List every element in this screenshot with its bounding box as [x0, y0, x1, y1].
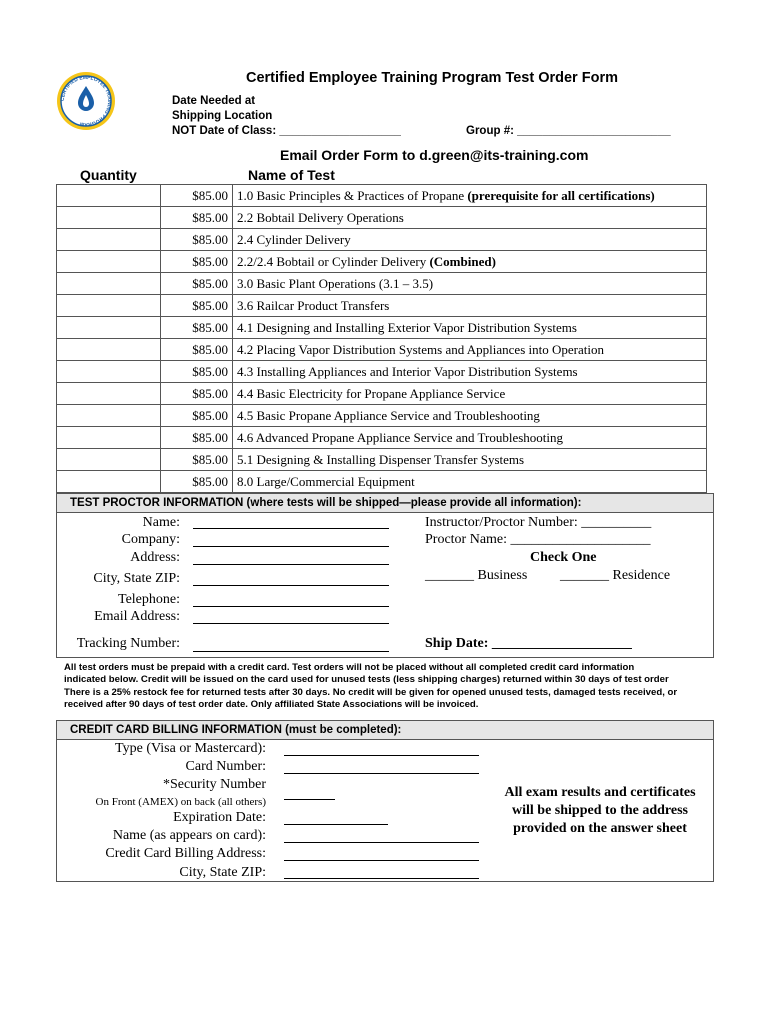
expiration-date-line[interactable]	[284, 824, 388, 825]
test-name: 2.2 Bobtail Delivery Operations	[237, 209, 404, 225]
tracking-number-label: Tracking Number:	[76, 636, 180, 651]
table-row	[57, 471, 707, 493]
test-name: 8.0 Large/Commercial Equipment	[237, 473, 415, 489]
table-row	[57, 207, 707, 229]
notice-line: received after 90 days of test order date. Only affiliated State Associations will be invoiced.	[64, 698, 479, 710]
table-row	[57, 185, 707, 207]
table-row	[57, 427, 707, 449]
quantity-cell[interactable]	[57, 339, 161, 361]
notice-line: All test orders must be prepaid with a credit card. Test orders will not be placed without all completed credit card information	[64, 662, 635, 673]
quantity-cell[interactable]	[57, 229, 161, 251]
expiration-date-label: Expiration Date:	[173, 810, 266, 825]
table-row	[57, 405, 707, 427]
organization-logo	[56, 70, 116, 132]
test-name: 5.1 Designing & Installing Dispenser Transfer Systems	[237, 451, 525, 467]
instructor-number-field[interactable]: Instructor/Proctor Number: __________	[425, 515, 652, 530]
test-name-cell	[233, 471, 707, 493]
test-name: 4.2 Placing Vapor Distribution Systems and Appliances into Operation	[237, 341, 604, 357]
quantity-cell[interactable]	[57, 317, 161, 339]
table-row	[57, 295, 707, 317]
table-row	[57, 251, 707, 273]
quantity-cell[interactable]	[57, 185, 161, 207]
test-name: 2.2/2.4 Bobtail or Cylinder Delivery	[237, 253, 430, 269]
table-row	[57, 383, 707, 405]
results-shipping-note	[495, 784, 705, 838]
address-line[interactable]	[193, 564, 389, 565]
table-row	[57, 229, 707, 251]
results-note-line: will be shipped to the address	[512, 803, 688, 818]
form-title: Certified Employee Training Program Test Order Form	[246, 70, 618, 86]
check-one-label: Check One	[530, 550, 597, 565]
city-state-zip-line[interactable]	[193, 585, 389, 586]
proctor-section-header	[57, 494, 713, 513]
email-address-line[interactable]	[193, 623, 389, 624]
results-note-line: All exam results and certificates	[504, 785, 696, 800]
company-line[interactable]	[193, 546, 389, 547]
quantity-cell[interactable]	[57, 427, 161, 449]
price-cell: $85.00	[161, 207, 233, 229]
notice-line: indicated below. Credit will be issued on the card used for unused tests (less shipping charges) returned within 30 days of test order	[64, 674, 669, 686]
quantity-cell[interactable]	[57, 471, 161, 493]
test-name: 4.6 Advanced Propane Appliance Service and Troubleshooting	[237, 429, 564, 445]
test-name-cell	[233, 405, 707, 427]
price-cell: $85.00	[161, 405, 233, 427]
test-name-cell	[233, 383, 707, 405]
proctor-name-label: Name:	[142, 515, 180, 530]
quantity-cell[interactable]	[57, 251, 161, 273]
test-name-cell	[233, 185, 707, 207]
ship-date-field[interactable]: Ship Date: ____________________	[425, 636, 632, 651]
security-number-label: *Security Number	[162, 777, 266, 792]
payment-notice	[64, 662, 724, 711]
company-label: Company:	[121, 532, 180, 547]
email-order-heading: Email Order Form to d.green@its-training.com	[280, 147, 589, 163]
test-name: 3.0 Basic Plant Operations (3.1 – 3.5)	[237, 275, 434, 291]
billing-heading-bold: CREDIT CARD BILLING INFORMATION	[70, 724, 282, 736]
card-type-label: Type (Visa or Mastercard):	[115, 741, 266, 756]
notice-line: There is a 25% restock fee for returned tests after 30 days. No credit will be given for opened unused tests, damaged tests received, or	[64, 686, 678, 698]
table-row	[57, 361, 707, 383]
date-of-class-field[interactable]: NOT Date of Class: ___________________	[172, 125, 401, 137]
card-number-line[interactable]	[284, 773, 479, 774]
test-name-note: (prerequisite for all certifications)	[467, 187, 655, 203]
telephone-label: Telephone:	[118, 592, 180, 607]
city-state-zip-label: City, State ZIP:	[93, 571, 180, 586]
test-name-cell	[233, 251, 707, 273]
billing-city-line[interactable]	[284, 878, 479, 879]
svg-text:CERTIFIED EMPLOYEE TRAINING PR: CERTIFIED EMPLOYEE TRAINING PROGRAM	[59, 74, 113, 128]
test-name: 4.1 Designing and Installing Exterior Vapor Distribution Systems	[237, 319, 577, 335]
test-name-cell	[233, 229, 707, 251]
test-name-cell	[233, 427, 707, 449]
test-name: 4.5 Basic Propane Appliance Service and Troubleshooting	[237, 407, 540, 423]
test-name-cell	[233, 317, 707, 339]
price-cell: $85.00	[161, 229, 233, 251]
price-cell: $85.00	[161, 383, 233, 405]
price-cell: $85.00	[161, 449, 233, 471]
billing-address-line[interactable]	[284, 860, 479, 861]
test-name-cell	[233, 207, 707, 229]
table-row	[57, 317, 707, 339]
test-name: 4.4 Basic Electricity for Propane Appliance Service	[237, 385, 506, 401]
quantity-cell[interactable]	[57, 449, 161, 471]
tracking-number-line[interactable]	[193, 651, 389, 652]
test-name-note: (Combined)	[429, 253, 496, 269]
residence-checkbox[interactable]: _______ Residence	[560, 568, 671, 583]
card-number-label: Card Number:	[185, 759, 266, 774]
shipping-location-label: Shipping Location	[172, 110, 273, 122]
proctor-name-field[interactable]: Proctor Name: ____________________	[425, 532, 651, 547]
price-cell: $85.00	[161, 251, 233, 273]
price-cell: $85.00	[161, 471, 233, 493]
quantity-cell[interactable]	[57, 273, 161, 295]
group-number-field[interactable]: Group #: ________________________	[466, 125, 671, 137]
billing-heading-rest: (must be completed):	[281, 724, 402, 736]
results-note-line: provided on the answer sheet	[513, 821, 687, 836]
billing-address-label: Credit Card Billing Address:	[105, 846, 266, 861]
business-checkbox[interactable]: _______ Business	[425, 568, 528, 583]
proctor-heading-rest: (where tests will be shipped—please provide all information):	[243, 497, 582, 509]
test-name-cell	[233, 361, 707, 383]
table-row	[57, 273, 707, 295]
price-cell: $85.00	[161, 427, 233, 449]
price-cell: $85.00	[161, 273, 233, 295]
quantity-cell[interactable]	[57, 361, 161, 383]
test-name-cell	[233, 273, 707, 295]
security-number-line[interactable]	[284, 799, 335, 800]
test-name: 3.6 Railcar Product Transfers	[237, 297, 390, 313]
telephone-line[interactable]	[193, 606, 389, 607]
quantity-cell[interactable]	[57, 295, 161, 317]
card-type-line[interactable]	[284, 755, 479, 756]
billing-city-label: City, State ZIP:	[179, 865, 266, 880]
date-needed-label: Date Needed at	[172, 95, 256, 107]
quantity-column-header: Quantity	[80, 167, 137, 183]
price-cell: $85.00	[161, 339, 233, 361]
proctor-name-line[interactable]	[193, 528, 389, 529]
quantity-cell[interactable]	[57, 383, 161, 405]
price-cell: $85.00	[161, 317, 233, 339]
test-name-cell	[233, 339, 707, 361]
price-cell: $85.00	[161, 361, 233, 383]
security-number-note: On Front (AMEX) on back (all others)	[95, 796, 266, 808]
test-name-column-header: Name of Test	[248, 167, 335, 183]
test-name: 2.4 Cylinder Delivery	[237, 231, 351, 247]
price-cell: $85.00	[161, 295, 233, 317]
email-address-label: Email Address:	[94, 609, 180, 624]
test-name: 4.3 Installing Appliances and Interior Vapor Distribution Systems	[237, 363, 578, 379]
table-row	[57, 339, 707, 361]
quantity-cell[interactable]	[57, 207, 161, 229]
proctor-heading-bold: TEST PROCTOR INFORMATION	[70, 497, 244, 509]
billing-section-header	[57, 721, 713, 740]
test-name-cell	[233, 449, 707, 471]
test-order-table	[56, 184, 707, 493]
name-on-card-label: Name (as appears on card):	[112, 828, 266, 843]
price-cell: $85.00	[161, 185, 233, 207]
test-name: 1.0 Basic Principles & Practices of Propane	[237, 187, 468, 203]
name-on-card-line[interactable]	[284, 842, 479, 843]
quantity-cell[interactable]	[57, 405, 161, 427]
test-name-cell	[233, 295, 707, 317]
address-label: Address:	[130, 550, 180, 565]
table-row	[57, 449, 707, 471]
